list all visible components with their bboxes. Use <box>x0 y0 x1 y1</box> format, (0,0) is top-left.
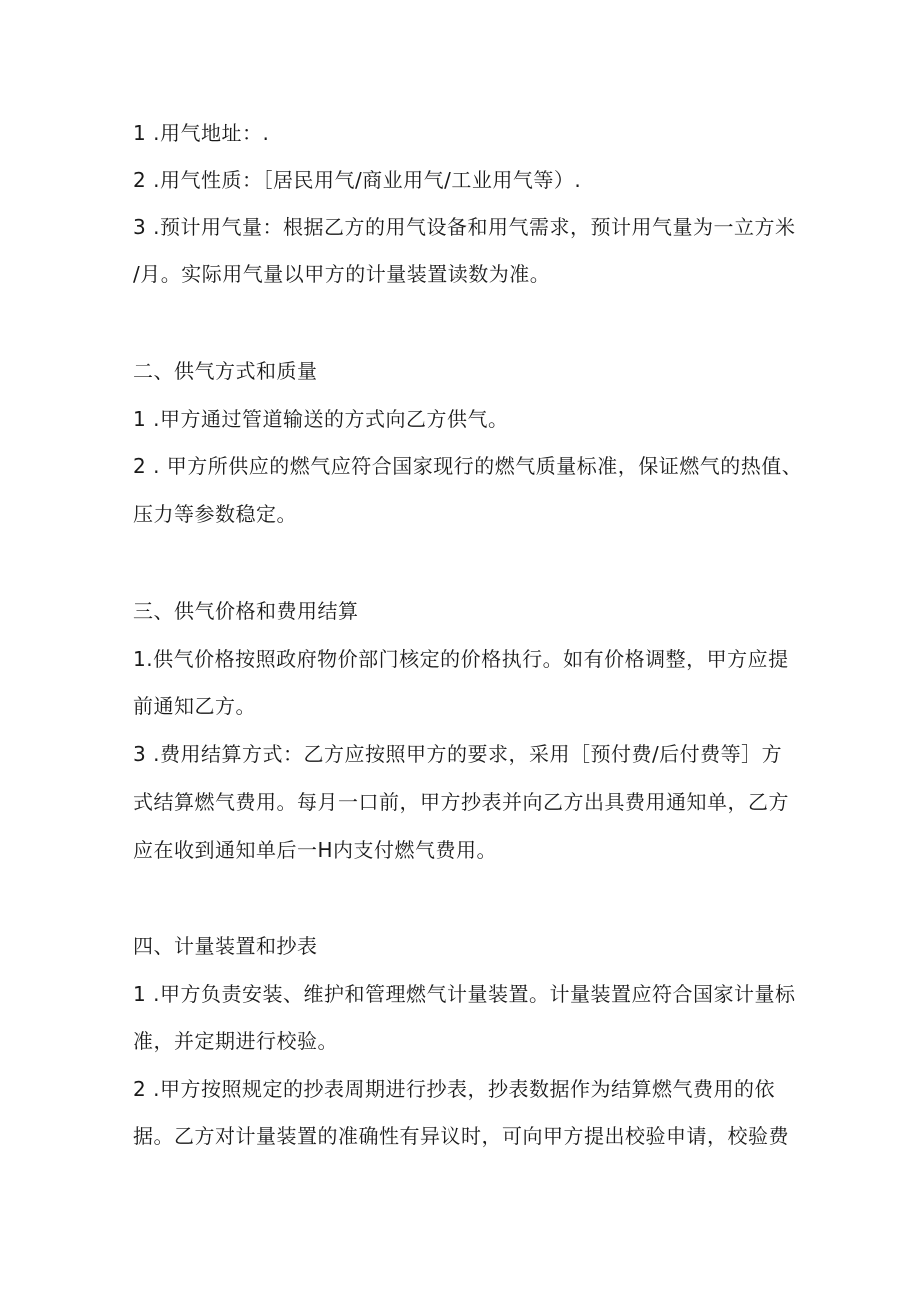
price-item-line1: 1.供气价格按照政府物价部门核定的价格执行。如有价格调整，甲方应提 <box>133 647 789 671</box>
metering-item1-line1: 1 .甲方负责安装、维护和管理燃气计量装置。计量装置应符合国家计量标 <box>133 982 796 1006</box>
metering-item1-line2: 准，并定期进行校验。 <box>133 1029 338 1053</box>
settlement-item-line2: 式结算燃气费用。每月一口前，甲方抄表并向乙方出具费用通知单，乙方 <box>133 790 789 814</box>
supply-quality-item-line2: 压力等参数稳定。 <box>133 502 297 526</box>
section-heading-metering: 四、计量装置和抄表 <box>133 934 318 958</box>
estimated-usage-item-line1: 3 .预计用气量：根据乙方的用气设备和用气需求，预计用气量为一立方米 <box>133 215 796 239</box>
section-heading-supply-method: 二、供气方式和质量 <box>133 359 318 383</box>
gas-usage-type-item: 2 .用气性质：［居民用气/商业用气/工业用气等）. <box>133 168 582 192</box>
supply-method-item1: 1 .甲方通过管道输送的方式向乙方供气。 <box>133 407 509 431</box>
estimated-usage-item-line2: /月。实际用气量以甲方的计量装置读数为准。 <box>133 262 551 286</box>
settlement-item-line3: 应在收到通知单后一H内支付燃气费用。 <box>133 838 498 862</box>
supply-quality-item-line1: 2 . 甲方所供应的燃气应符合国家现行的燃气质量标准，保证燃气的热值、 <box>133 454 803 478</box>
gas-address-item: 1 .用气地址：. <box>133 121 270 145</box>
settlement-item-line1: 3 .费用结算方式：乙方应按照甲方的要求，采用［预付费/后付费等］方 <box>133 742 783 766</box>
price-item-line2: 前通知乙方。 <box>133 694 256 718</box>
section-heading-price-settlement: 三、供气价格和费用结算 <box>133 599 359 623</box>
metering-item2-line1: 2 .甲方按照规定的抄表周期进行抄表，抄表数据作为结算燃气费用的依 <box>133 1077 775 1101</box>
metering-item2-line2: 据。乙方对计量装置的准确性有异议时，可向甲方提出校验申请，校验费 <box>133 1124 789 1148</box>
